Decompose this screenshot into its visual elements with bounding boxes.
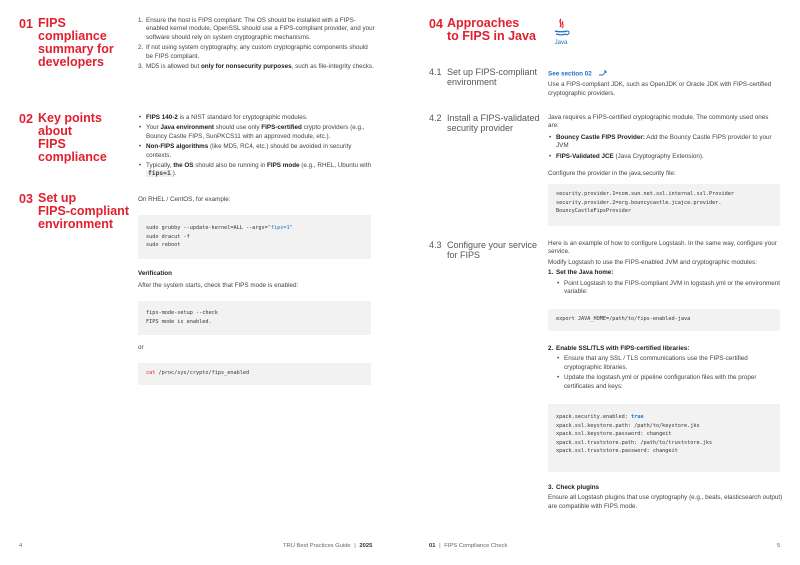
verification-text: After the system starts, check that FIPS mode is enabled:: [138, 282, 299, 289]
list-item: • Bouncy Castle FIPS Provider: Add the Bouncy Castle FIPS provider to your JVM: [548, 134, 780, 151]
list-item: • FIPS 140-2 is a NIST standard for cryptographic modules.: [138, 114, 376, 122]
section-02-title: Key points about FIPS compliance: [38, 111, 107, 164]
list-item: • Your Java environment should use only FIPS-certified crypto providers (e.g., Bouncy Castle FIPS, SunPKCS11 with an approved module, etc.).: [138, 124, 376, 141]
section-04-title: Approaches to FIPS in Java: [447, 16, 536, 43]
list-item: • Point Logstash to the FIPS-compliant JVM in logstash.yml or the environment variable:: [556, 280, 784, 297]
verification-heading: Verification: [138, 270, 172, 277]
section-01-title: FIPS compliance summary for developers: [38, 16, 114, 69]
list-item: • Typically, the OS should also be running in FIPS mode (e.g., RHEL, Ubuntu with fips=1 ).: [138, 162, 376, 179]
step-1: 1. Set the Java home:: [548, 269, 614, 277]
step-3: 3. Check plugins Ensure all Logstash plugins that use cryptography (e.g., beats, elasticsearch output) are compatible with FIPS mode.: [548, 484, 783, 510]
code-block-grubby: sudo grubby --update-kernel=ALL --args="fips=1" sudo dracut -f sudo reboot: [138, 215, 371, 259]
section-4-2-body: Java requires a FIPS-certified cryptographic module. The commonly used ones are: • Bouncy Castle FIPS Provider: Add the Bouncy Castle FIPS provider to your JVM • FIPS-Validated JCE (Java Cryptography Extension).: [548, 114, 780, 163]
section-03-intro: On RHEL / CentOS, for example:: [138, 196, 231, 203]
footer-guide: TRU Best Practices Guide | 2025: [283, 543, 373, 549]
section-4-2-title: Install a FIPS-validated security provider: [447, 113, 540, 133]
code-block-fips-check: fips-mode-setup --check FIPS mode is enabled.: [138, 301, 371, 335]
footer-section: 01 | FIPS Compliance Check: [429, 543, 508, 549]
section-02-number: 02: [19, 112, 33, 126]
list-item: 3. MD5 is allowed but only for nonsecurity purposes, such as file-integrity checks.: [138, 63, 374, 71]
svg-text:Java: Java: [554, 40, 568, 46]
section-4-3-body: Here is an example of how to configure Logstash. In the same way, configure your service. Modify Logstash to use the FIPS-enabled JVM and cryptographic modules: 1. Set the Java home: • Point Logstash to the FIPS-compliant JVM in logstash.yml or the environment variable:: [548, 240, 784, 298]
see-section-02-link[interactable]: See section 02: [548, 70, 592, 78]
section-4-1-title: Set up FIPS-compliant environment: [447, 67, 538, 87]
section-03-number: 03: [19, 192, 33, 206]
list-item: • Ensure that any SSL / TLS communications use the FIPS-certified cryptographic libraries.: [556, 355, 784, 372]
footer-page-number: 4: [19, 543, 23, 549]
list-item: • Update the logstash.yml or pipeline configuration files with the proper certificates and keys:: [556, 374, 784, 391]
or-text: or: [138, 344, 144, 351]
section-03-title: Set up FIPS-compliant environment: [38, 191, 129, 231]
list-item: • Non-FIPS algorithms (like MD5, RC4, etc.) should be avoided in security contexts.: [138, 143, 376, 160]
code-block-java-security: security.provider.1=com.sun.net.ssl.internal.ssl.Provider security.provider.2=org.bouncycastle.jcajce.provider. BouncyCastleFipsProvider: [548, 184, 780, 226]
section-01-number: 01: [19, 17, 33, 31]
section-4-3-title: Configure your service for FIPS: [447, 240, 538, 260]
section-4-2-configure: Configure the provider in the java.security file:: [548, 170, 676, 177]
code-block-proc: cat /proc/sys/crypto/fips_enabled: [138, 363, 371, 385]
section-4-2-number: 4.2: [429, 113, 442, 123]
arrow-up-right-icon[interactable]: [598, 68, 607, 79]
section-4-1-number: 4.1: [429, 67, 442, 77]
code-block-java-home: export JAVA_HOME=/path/to/fips-enabled-java: [548, 309, 780, 331]
section-04-number: 04: [429, 17, 443, 31]
section-01-list: [138, 17, 376, 73]
section-4-1-body: See section 02 Use a FIPS-compliant JDK, such as OpenJDK or Oracle JDK with FIPS-certified cryptographic providers.: [548, 68, 778, 98]
list-item: 1. Ensure the host is FIPS compliant: The OS should be installed with a FIPS-enabled kernel module, OpenSSL should use a FIPS-compliant provider, and your software should rely on system cryptographic mechanisms.: [138, 17, 375, 41]
list-item: 2. If not using system cryptography, any custom cryptographic components should be FIPS compliant.: [138, 44, 368, 60]
section-02-list: [138, 114, 376, 181]
java-logo-icon: [550, 17, 572, 47]
list-item: • FIPS-Validated JCE (Java Cryptography Extension).: [548, 153, 780, 161]
code-block-xpack: xpack.security.enabled: true xpack.ssl.keystore.path: /path/to/keystore.jks xpack.ssl.keystore.password: changeit xpack.ssl.truststore.path: /path/to/truststore.jks xpack.ssl.truststore.password: changeit: [548, 404, 780, 472]
section-4-3-number: 4.3: [429, 240, 442, 250]
footer-page-number: 5: [777, 543, 781, 549]
step-2: 2. Enable SSL/TLS with FIPS-certified libraries: • Ensure that any SSL / TLS communications use the FIPS-certified cryptographic libraries. • Update the logstash.yml or pipeline configuration files with the proper certificates and keys:: [548, 345, 784, 393]
right-page: [400, 0, 800, 565]
